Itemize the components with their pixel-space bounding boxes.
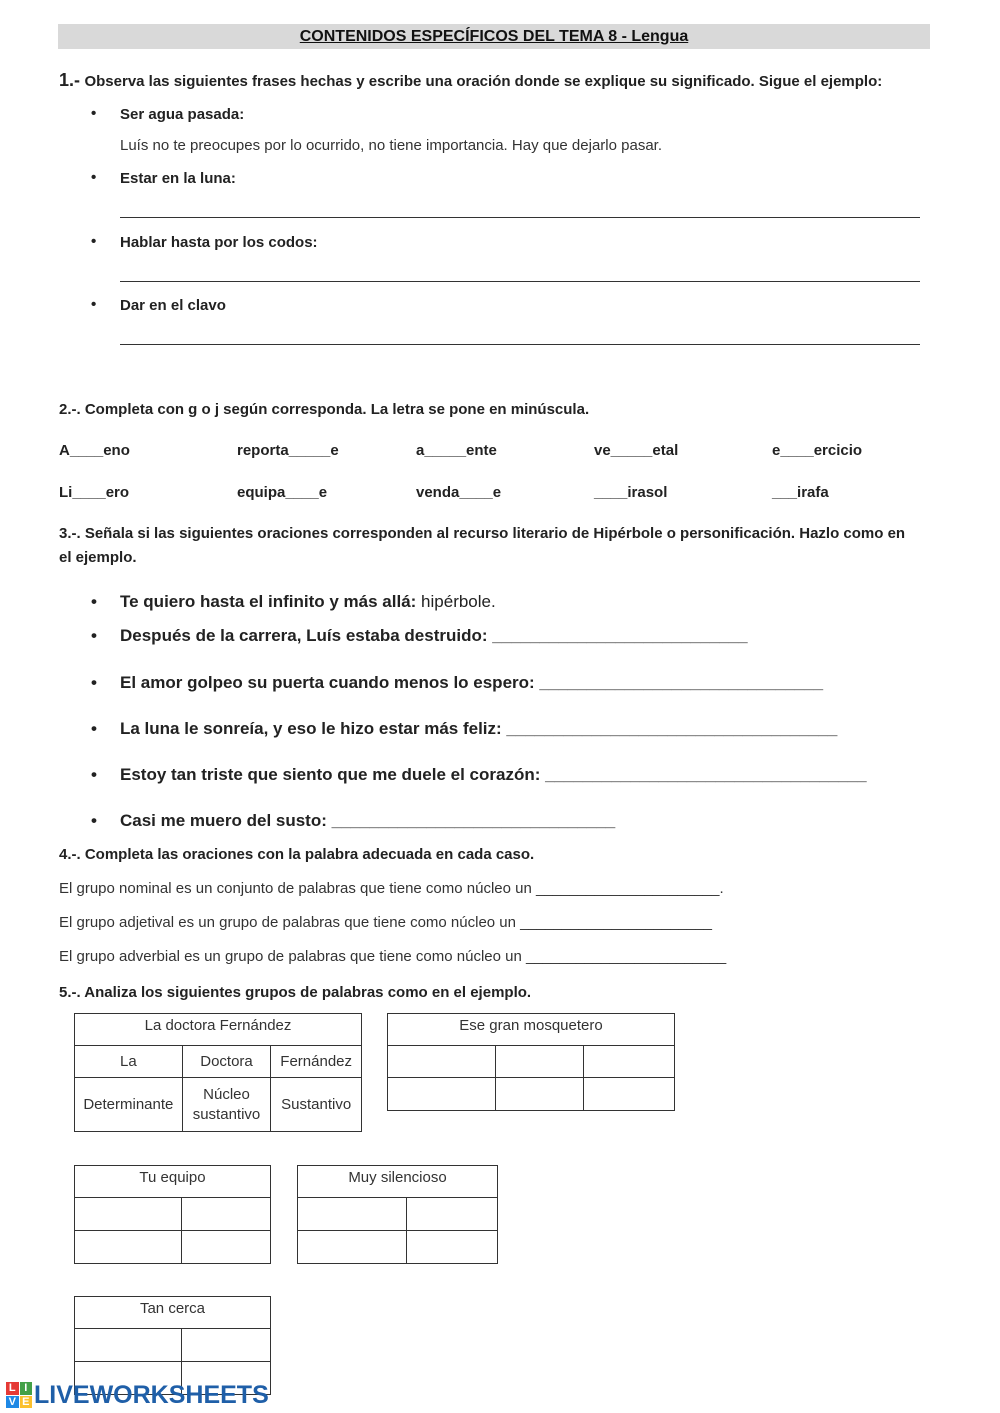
logo-badge-letter: I — [20, 1382, 33, 1395]
q3-sentence: Te quiero hasta el infinito y más allá: — [120, 592, 417, 611]
answer-line[interactable] — [120, 344, 920, 345]
table-cell[interactable] — [495, 1046, 584, 1078]
q3-item[interactable] — [120, 626, 748, 646]
fill-word[interactable]: ____irasol — [594, 484, 668, 501]
fill-word[interactable]: reporta_____e — [237, 442, 339, 459]
table-cell[interactable] — [75, 1198, 182, 1231]
q4-sentence[interactable]: El grupo adjetival es un grupo de palabras que tiene como núcleo un _______________________ — [59, 914, 713, 931]
q1-instruction: Observa las siguientes frases hechas y escribe una oración donde se explique su significado. Sigue el ejemplo: — [84, 73, 883, 90]
q3-instruction-cont: el ejemplo. — [59, 549, 137, 566]
table-cell: Doctora — [182, 1046, 271, 1078]
q3-item[interactable] — [120, 765, 867, 785]
q4-sentence[interactable]: El grupo nominal es un conjunto de palabras que tiene como núcleo un ______________________. — [59, 880, 724, 897]
fill-word[interactable]: ___irafa — [772, 484, 829, 501]
logo-badge-letter: E — [20, 1396, 33, 1409]
table-cell[interactable] — [388, 1046, 496, 1078]
table-title: Tu equipo — [75, 1166, 271, 1198]
table-cell: La — [75, 1046, 183, 1078]
table-cell[interactable] — [388, 1078, 496, 1111]
q3-item — [120, 592, 496, 612]
table-title: Ese gran mosquetero — [388, 1014, 675, 1046]
liveworksheets-logo[interactable] — [6, 1378, 269, 1412]
logo-badge-letter: L — [6, 1382, 19, 1395]
q4-sentence[interactable]: El grupo adverbial es un grupo de palabras que tiene como núcleo un ________________________ — [59, 948, 727, 965]
analysis-table — [297, 1165, 498, 1264]
table-cell[interactable] — [298, 1198, 407, 1231]
q1-example-answer: Luís no te preocupes por lo ocurrido, no tiene importancia. Hay que dejarlo pasar. — [120, 137, 662, 154]
table-title: Muy silencioso — [298, 1166, 498, 1198]
q4-instruction: 4.-. Completa las oraciones con la palabra adecuada en cada caso. — [59, 846, 535, 863]
header-bar — [58, 24, 930, 49]
example-analysis-table — [74, 1013, 362, 1132]
table-cell[interactable] — [584, 1046, 675, 1078]
table-title: Tan cerca — [75, 1297, 271, 1329]
logo-badge-icon — [6, 1382, 32, 1408]
q5-instruction: 5.-. Analiza los siguientes grupos de palabras como en el ejemplo. — [59, 984, 532, 1001]
q3-example-answer: hipérbole. — [416, 592, 496, 611]
fill-word[interactable]: a_____ente — [416, 442, 497, 459]
q1-item-label: • Hablar hasta por los codos: — [120, 234, 318, 251]
table-cell: Determinante — [75, 1078, 183, 1132]
q3-sentence: Estoy tan triste que siento que me duele el corazón: __________________________________ — [120, 765, 867, 784]
q3-item[interactable] — [120, 673, 823, 693]
table-cell[interactable] — [182, 1329, 271, 1362]
fill-word[interactable]: A____eno — [59, 442, 130, 459]
table-cell[interactable] — [75, 1329, 182, 1362]
q3-item[interactable] — [120, 811, 615, 831]
logo-badge-letter: V — [6, 1396, 19, 1409]
fill-word[interactable]: venda____e — [416, 484, 502, 501]
q1-item-label: • Ser agua pasada: — [120, 106, 244, 123]
table-cell: Núcleo sustantivo — [182, 1078, 271, 1132]
analysis-table — [387, 1013, 675, 1111]
table-cell[interactable] — [495, 1078, 584, 1111]
q3-item[interactable] — [120, 719, 837, 739]
page-title: CONTENIDOS ESPECÍFICOS DEL TEMA 8 - Lengua — [299, 28, 689, 45]
fill-word[interactable]: equipa____e — [237, 484, 328, 501]
fill-word[interactable]: ve_____etal — [594, 442, 679, 459]
fill-word[interactable]: Li____ero — [59, 484, 130, 501]
table-cell[interactable] — [407, 1198, 498, 1231]
q1-number: 1.- — [59, 70, 81, 90]
q3-sentence: Casi me muero del susto: ______________________________ — [120, 811, 616, 830]
table-cell[interactable] — [298, 1231, 407, 1264]
table-cell[interactable] — [407, 1231, 498, 1264]
table-cell[interactable] — [182, 1198, 271, 1231]
table-cell: Sustantivo — [271, 1078, 362, 1132]
q3-sentence: Después de la carrera, Luís estaba destruido: ___________________________ — [120, 626, 748, 645]
table-cell[interactable] — [75, 1231, 182, 1264]
answer-line[interactable] — [120, 217, 920, 218]
analysis-table — [74, 1165, 271, 1264]
fill-word[interactable]: e____ercicio — [772, 442, 863, 459]
table-title: La doctora Fernández — [75, 1014, 362, 1046]
q3-instruction: 3.-. Señala si las siguientes oraciones corresponden al recurso literario de Hipérbole o personificación. Hazlo como en — [59, 525, 906, 542]
q1-item-label: • Dar en el clavo — [120, 297, 226, 314]
table-cell: Fernández — [271, 1046, 362, 1078]
logo-text: LIVEWORKSHEETS — [34, 1380, 269, 1409]
q2-instruction: 2.-. Completa con g o j según corresponda. La letra se pone en minúscula. — [59, 401, 590, 418]
answer-line[interactable] — [120, 281, 920, 282]
table-cell[interactable] — [584, 1078, 675, 1111]
q1-item-label: • Estar en la luna: — [120, 170, 236, 187]
q1-instruction-line — [59, 70, 882, 91]
table-cell[interactable] — [182, 1231, 271, 1264]
q3-sentence: La luna le sonreía, y eso le hizo estar más feliz: ___________________________________ — [120, 719, 838, 738]
q3-sentence: El amor golpeo su puerta cuando menos lo espero: ______________________________ — [120, 673, 824, 692]
